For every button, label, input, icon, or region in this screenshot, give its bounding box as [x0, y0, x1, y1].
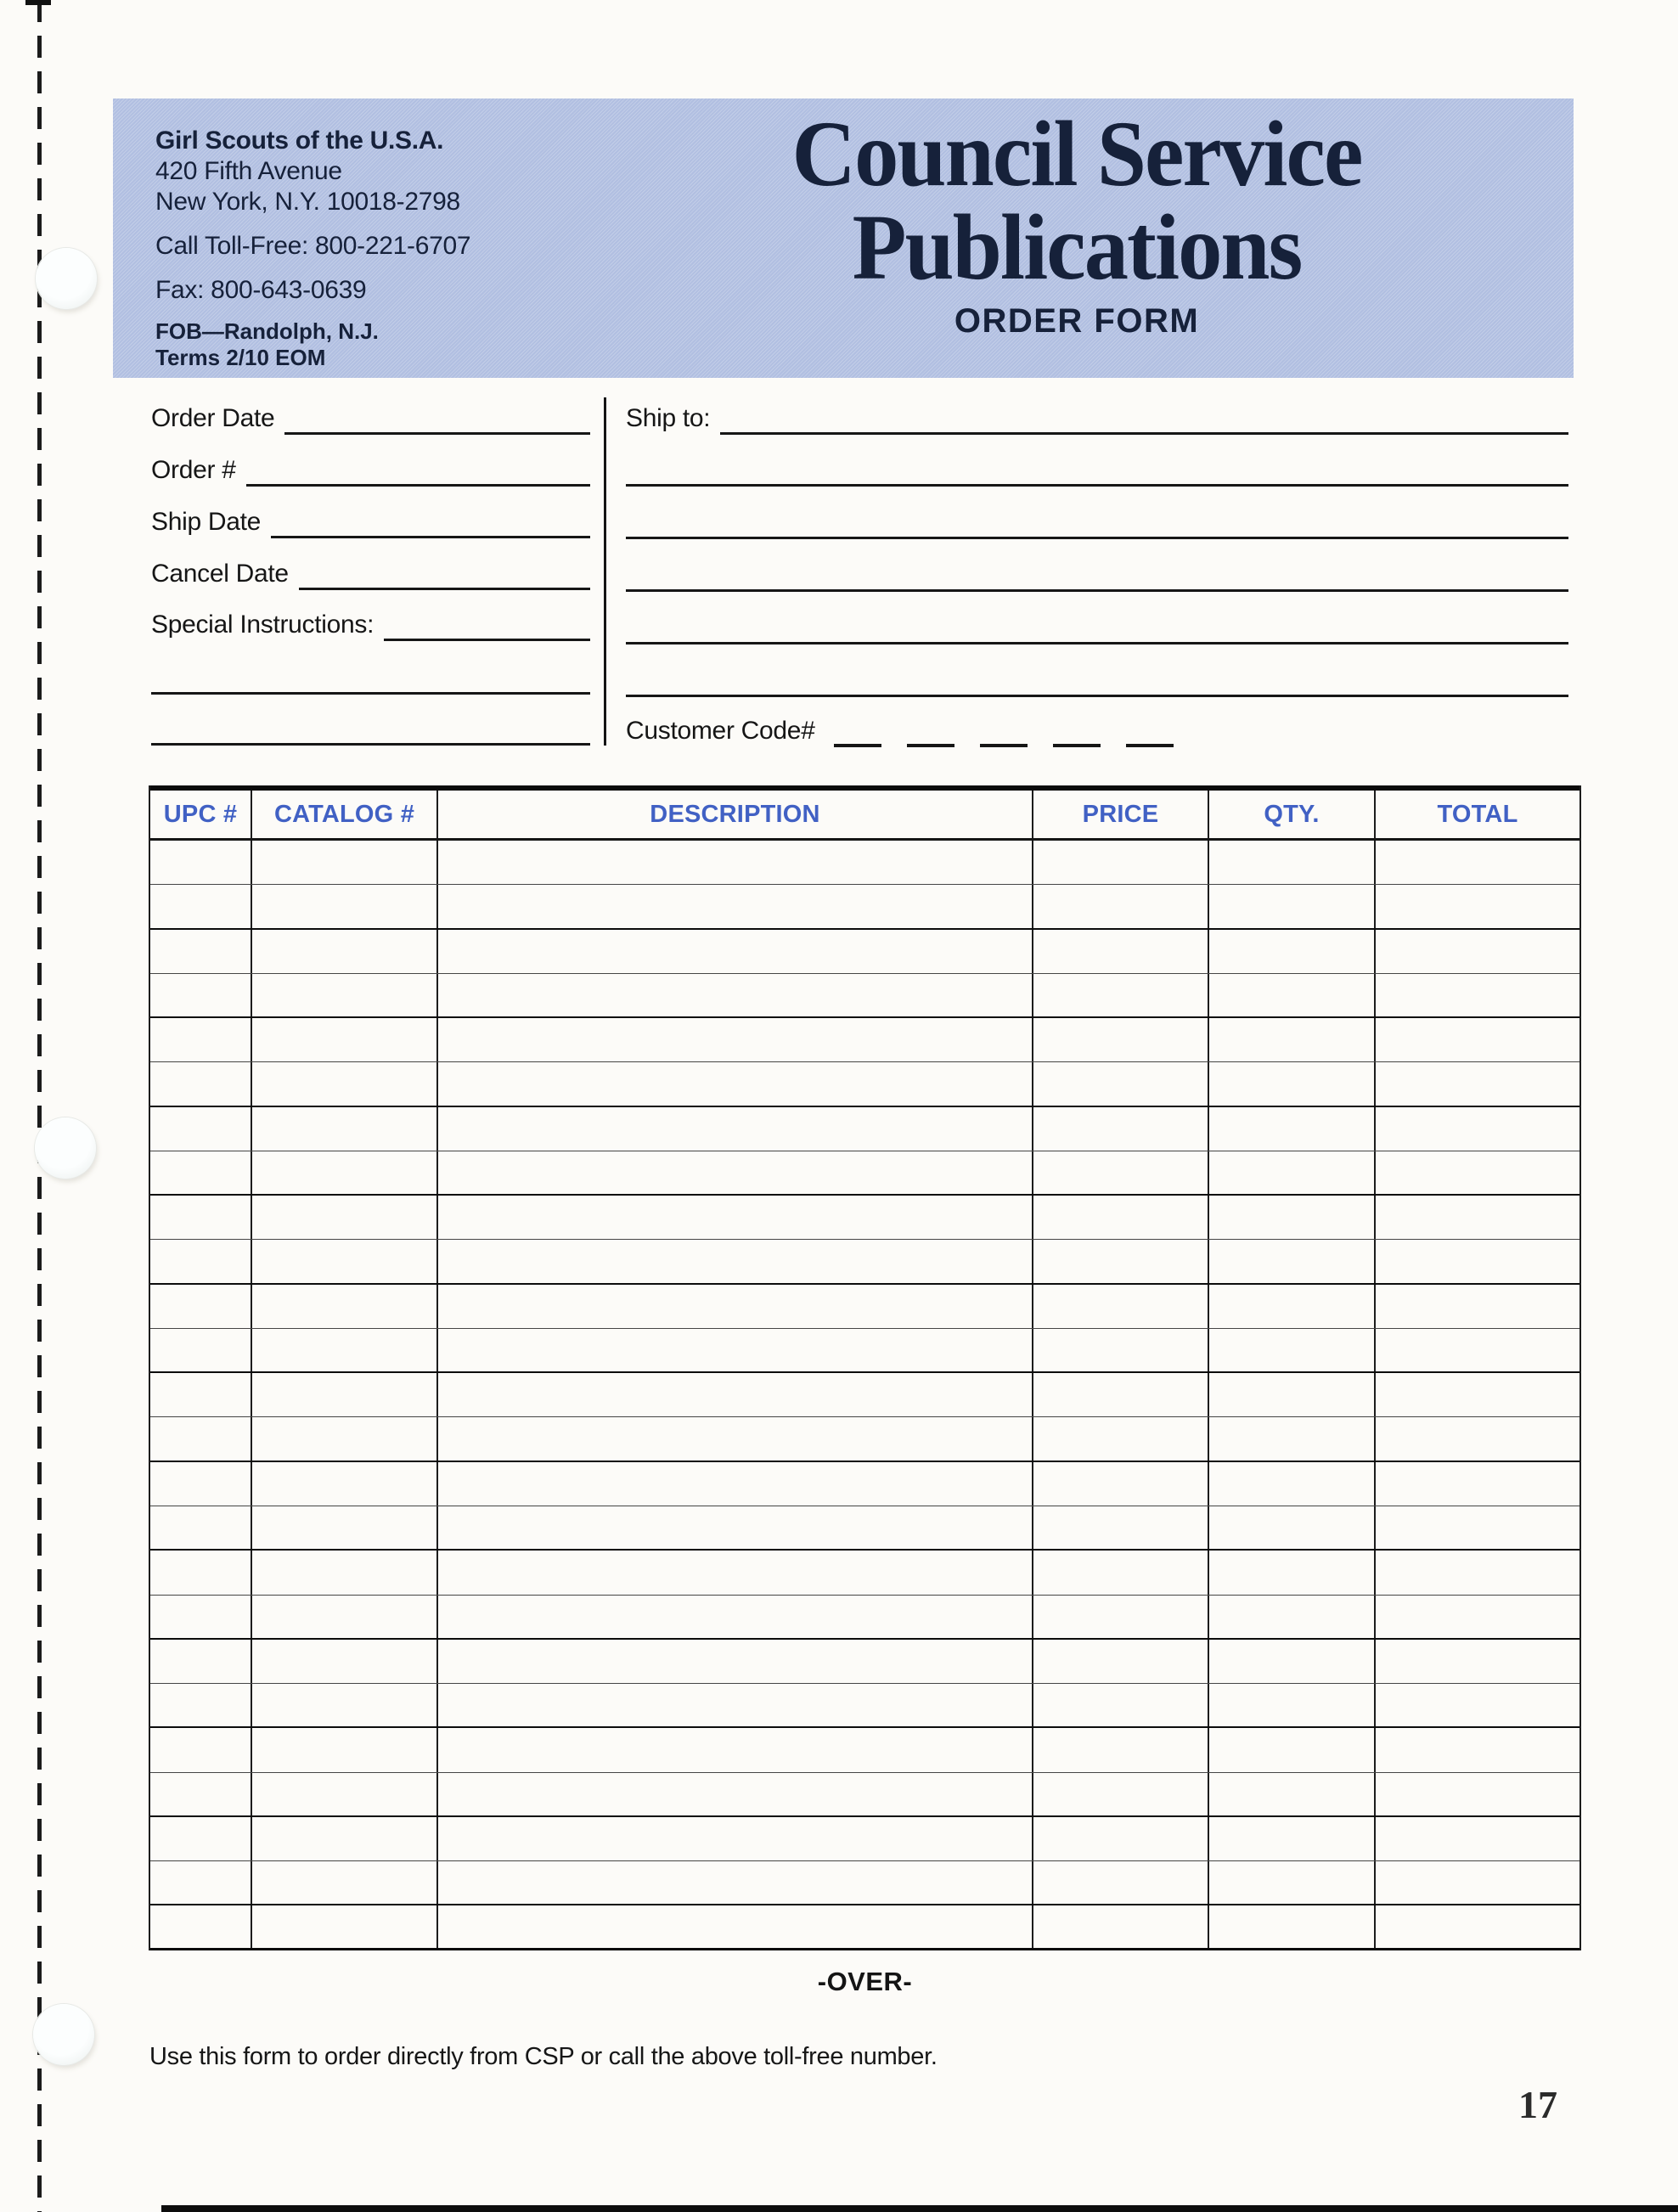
table-cell[interactable]: [251, 1240, 436, 1282]
table-row: [150, 1373, 1579, 1417]
table-cell[interactable]: [1032, 1640, 1208, 1683]
table-cell[interactable]: [150, 1596, 251, 1638]
column-header-description: DESCRIPTION: [436, 791, 1032, 838]
table-cell[interactable]: [1208, 930, 1374, 973]
ship-to-field[interactable]: [720, 399, 1568, 435]
form-title: [588, 102, 1565, 340]
table-row: [150, 1240, 1579, 1284]
table-cell[interactable]: [1374, 1417, 1579, 1460]
items-table: [149, 785, 1581, 1950]
table-cell[interactable]: [251, 1285, 436, 1328]
table-cell[interactable]: [1208, 1506, 1374, 1549]
table-cell[interactable]: [1032, 841, 1208, 884]
ship-to-address-line: [626, 504, 1568, 539]
table-cell[interactable]: [1032, 1373, 1208, 1416]
table-cell[interactable]: [251, 1640, 436, 1683]
table-row: [150, 1062, 1579, 1106]
table-cell[interactable]: [436, 1417, 1032, 1460]
table-cell[interactable]: [1032, 1773, 1208, 1815]
table-cell[interactable]: [436, 1728, 1032, 1771]
table-cell[interactable]: [1032, 1551, 1208, 1594]
table-cell[interactable]: [1374, 1684, 1579, 1726]
blank-write-line[interactable]: [626, 661, 1568, 697]
table-cell[interactable]: [1032, 1196, 1208, 1239]
table-cell[interactable]: [251, 885, 436, 927]
ship-to-address-line: [626, 556, 1568, 592]
footer-note: Use this form to order directly from CSP or call the above toll-free number.: [149, 2043, 938, 2070]
blank-write-line[interactable]: [151, 710, 590, 746]
table-row: [150, 1506, 1579, 1551]
table-cell[interactable]: [251, 841, 436, 884]
table-cell[interactable]: [436, 885, 1032, 927]
table-cell[interactable]: [1032, 1861, 1208, 1904]
special-instructions-field[interactable]: [384, 605, 590, 641]
table-row: [150, 1905, 1579, 1950]
table-cell[interactable]: [251, 1506, 436, 1549]
table-cell[interactable]: [1374, 1196, 1579, 1239]
table-cell[interactable]: [436, 1905, 1032, 1947]
table-cell[interactable]: [1208, 1462, 1374, 1506]
table-cell[interactable]: [1208, 1596, 1374, 1638]
table-cell[interactable]: [150, 1506, 251, 1549]
blank-write-line[interactable]: [626, 451, 1568, 487]
table-cell[interactable]: [1374, 1462, 1579, 1506]
table-cell[interactable]: [251, 1728, 436, 1771]
table-cell[interactable]: [1208, 1728, 1374, 1771]
table-row: [150, 1684, 1579, 1728]
table-cell[interactable]: [150, 1285, 251, 1328]
punch-hole-icon: [36, 248, 97, 309]
table-cell[interactable]: [150, 1640, 251, 1683]
table-cell[interactable]: [1374, 1728, 1579, 1771]
order-number-label: Order #: [151, 456, 236, 484]
table-cell[interactable]: [1208, 1417, 1374, 1460]
table-cell[interactable]: [150, 1728, 251, 1771]
org-phone: Call Toll-Free: 800-221-6707: [155, 232, 471, 260]
table-cell[interactable]: [436, 1596, 1032, 1638]
ship-date-field[interactable]: [271, 503, 590, 538]
table-cell[interactable]: [1374, 974, 1579, 1016]
ship-to-label: Ship to:: [626, 404, 711, 432]
table-cell[interactable]: [1374, 1373, 1579, 1416]
table-cell[interactable]: [1374, 1107, 1579, 1151]
table-cell[interactable]: [1032, 1062, 1208, 1105]
org-fax: Fax: 800-643-0639: [155, 276, 367, 304]
table-cell[interactable]: [1208, 1773, 1374, 1815]
table-row: [150, 1417, 1579, 1461]
table-cell[interactable]: [1032, 1018, 1208, 1061]
column-header-upc: UPC #: [163, 800, 238, 828]
table-cell[interactable]: [251, 1905, 436, 1947]
cancel-date-row: [151, 554, 590, 590]
cancel-date-label: Cancel Date: [151, 560, 289, 588]
table-cell[interactable]: [251, 974, 436, 1016]
header-banner: [113, 98, 1574, 378]
table-cell[interactable]: [150, 974, 251, 1016]
table-cell[interactable]: [1208, 1285, 1374, 1328]
table-cell[interactable]: [251, 1196, 436, 1239]
items-table-header: [150, 785, 1579, 841]
table-row: [150, 1151, 1579, 1196]
ship-to-row: [626, 399, 1568, 435]
table-cell[interactable]: [251, 1551, 436, 1594]
table-cell[interactable]: [1032, 1417, 1208, 1460]
table-row: [150, 974, 1579, 1018]
org-address-1: 420 Fifth Avenue: [155, 157, 342, 185]
ship-date-row: [151, 503, 590, 538]
table-cell[interactable]: [1032, 930, 1208, 973]
customer-code-box[interactable]: [1126, 708, 1174, 747]
table-cell[interactable]: [251, 1107, 436, 1151]
table-cell[interactable]: [1208, 1861, 1374, 1904]
table-cell[interactable]: [1032, 1905, 1208, 1947]
table-cell[interactable]: [251, 1151, 436, 1194]
scan-edge-artifact: [161, 2205, 1678, 2212]
table-row: [150, 885, 1579, 929]
table-cell[interactable]: [150, 1817, 251, 1860]
table-cell[interactable]: [1374, 930, 1579, 973]
table-cell[interactable]: [150, 1684, 251, 1726]
blank-write-line[interactable]: [151, 659, 590, 695]
table-cell[interactable]: [1208, 1196, 1374, 1239]
table-cell[interactable]: [436, 1196, 1032, 1239]
table-cell[interactable]: [1032, 1684, 1208, 1726]
org-terms: Terms 2/10 EOM: [155, 345, 326, 370]
blank-write-line[interactable]: [626, 556, 1568, 592]
table-cell[interactable]: [1208, 1240, 1374, 1282]
table-cell[interactable]: [1374, 1596, 1579, 1638]
table-cell[interactable]: [436, 1373, 1032, 1416]
table-cell[interactable]: [1374, 1151, 1579, 1194]
table-row: [150, 841, 1579, 885]
customer-code-box[interactable]: [1053, 708, 1101, 747]
table-cell[interactable]: [1374, 1062, 1579, 1105]
punch-hole-icon: [33, 2004, 94, 2065]
table-row: [150, 1018, 1579, 1062]
table-cell[interactable]: [251, 1596, 436, 1638]
table-cell[interactable]: [436, 1018, 1032, 1061]
table-cell[interactable]: [1208, 1018, 1374, 1061]
table-cell[interactable]: [251, 1018, 436, 1061]
table-cell[interactable]: [1374, 1240, 1579, 1282]
table-cell[interactable]: [1208, 1107, 1374, 1151]
customer-code-boxes: [815, 708, 1174, 747]
table-cell[interactable]: [1208, 1905, 1374, 1947]
column-header-total: TOTAL: [1374, 791, 1579, 838]
customer-code-row: [626, 708, 1174, 747]
table-row: [150, 1551, 1579, 1595]
table-cell[interactable]: [1208, 1551, 1374, 1594]
special-instructions-label: Special Instructions:: [151, 611, 374, 639]
table-cell[interactable]: [1374, 1018, 1579, 1061]
table-cell[interactable]: [1374, 1506, 1579, 1549]
table-row: [150, 930, 1579, 974]
table-cell[interactable]: [1374, 1551, 1579, 1594]
special-instructions-row: [151, 605, 590, 641]
table-cell[interactable]: [1032, 1506, 1208, 1549]
perforation-dashed-line: [37, 0, 42, 2212]
order-info-blank-line: [151, 659, 590, 695]
table-row: [150, 1817, 1579, 1861]
table-cell[interactable]: [436, 1329, 1032, 1371]
table-cell[interactable]: [150, 1151, 251, 1194]
title-line-2: Publications: [852, 195, 1302, 299]
table-cell[interactable]: [1208, 841, 1374, 884]
table-cell[interactable]: [150, 841, 251, 884]
table-cell[interactable]: [251, 1329, 436, 1371]
table-cell[interactable]: [436, 1773, 1032, 1815]
org-fob: FOB—Randolph, N.J.: [155, 318, 379, 344]
table-cell[interactable]: [436, 1640, 1032, 1683]
cancel-date-field[interactable]: [299, 554, 590, 590]
table-cell[interactable]: [436, 1684, 1032, 1726]
org-name: Girl Scouts of the U.S.A.: [155, 127, 444, 155]
table-row: [150, 1640, 1579, 1684]
ship-to-address-line: [626, 609, 1568, 644]
table-cell[interactable]: [1032, 1285, 1208, 1328]
table-cell[interactable]: [436, 1817, 1032, 1860]
table-cell[interactable]: [1032, 885, 1208, 927]
table-cell[interactable]: [251, 1817, 436, 1860]
table-row: [150, 1107, 1579, 1151]
table-cell[interactable]: [251, 1373, 436, 1416]
table-cell[interactable]: [150, 1417, 251, 1460]
table-cell[interactable]: [150, 885, 251, 927]
table-cell[interactable]: [251, 1062, 436, 1105]
table-cell[interactable]: [150, 1062, 251, 1105]
table-cell[interactable]: [436, 841, 1032, 884]
table-cell[interactable]: [150, 1773, 251, 1815]
items-table-body: [150, 841, 1579, 1950]
org-address-2: New York, N.Y. 10018-2798: [155, 188, 460, 216]
table-cell[interactable]: [1374, 841, 1579, 884]
table-cell[interactable]: [251, 1861, 436, 1904]
column-divider: [604, 397, 606, 746]
customer-code-box[interactable]: [907, 708, 954, 747]
over-label: -OVER-: [817, 1967, 913, 1996]
table-cell[interactable]: [436, 1551, 1032, 1594]
ship-to-address-line: [626, 451, 1568, 487]
table-cell[interactable]: [436, 974, 1032, 1016]
table-row: [150, 1462, 1579, 1506]
order-info-blank-line: [151, 710, 590, 746]
table-cell[interactable]: [1032, 1107, 1208, 1151]
table-cell[interactable]: [1374, 885, 1579, 927]
page-number: 17: [1518, 2083, 1557, 2126]
table-cell[interactable]: [1032, 1240, 1208, 1282]
order-number-row: [151, 451, 590, 487]
order-date-field[interactable]: [284, 399, 590, 435]
blank-write-line[interactable]: [626, 609, 1568, 644]
table-cell[interactable]: [1208, 1329, 1374, 1371]
title-line-1: Council Service: [791, 102, 1362, 205]
table-cell[interactable]: [251, 1462, 436, 1506]
table-cell[interactable]: [1032, 1728, 1208, 1771]
table-cell[interactable]: [150, 1107, 251, 1151]
table-cell[interactable]: [1374, 1285, 1579, 1328]
title-subtitle: ORDER FORM: [954, 302, 1200, 340]
table-row: [150, 1329, 1579, 1373]
column-header-catalog: CATALOG #: [251, 791, 436, 838]
ship-date-label: Ship Date: [151, 508, 262, 536]
punch-hole-icon: [35, 1117, 96, 1179]
table-cell[interactable]: [436, 930, 1032, 973]
table-cell[interactable]: [1374, 1905, 1579, 1947]
table-cell[interactable]: [1374, 1640, 1579, 1683]
column-header-price: PRICE: [1032, 791, 1208, 838]
table-cell[interactable]: [251, 930, 436, 973]
blank-write-line[interactable]: [626, 504, 1568, 539]
table-cell[interactable]: [1032, 974, 1208, 1016]
table-cell[interactable]: [150, 1551, 251, 1594]
table-cell[interactable]: [1208, 1640, 1374, 1683]
table-cell[interactable]: [1374, 1817, 1579, 1860]
table-cell[interactable]: [251, 1773, 436, 1815]
table-cell[interactable]: [150, 1861, 251, 1904]
table-cell[interactable]: [251, 1417, 436, 1460]
table-row: [150, 1196, 1579, 1240]
table-cell[interactable]: [436, 1462, 1032, 1506]
table-cell[interactable]: [251, 1684, 436, 1726]
column-header-qty: QTY.: [1208, 791, 1374, 838]
table-cell[interactable]: [150, 1905, 251, 1947]
order-date-row: [151, 399, 590, 435]
table-cell[interactable]: [436, 1861, 1032, 1904]
table-cell[interactable]: [150, 1018, 251, 1061]
table-cell[interactable]: [1032, 1151, 1208, 1194]
table-cell[interactable]: [150, 1329, 251, 1371]
organization-block: [155, 126, 470, 371]
table-cell[interactable]: [1032, 1817, 1208, 1860]
customer-code-box[interactable]: [834, 708, 881, 747]
table-cell[interactable]: [1032, 1462, 1208, 1506]
table-cell[interactable]: [436, 1151, 1032, 1194]
table-row: [150, 1728, 1579, 1772]
table-cell[interactable]: [1032, 1329, 1208, 1371]
customer-code-box[interactable]: [980, 708, 1028, 747]
table-cell[interactable]: [150, 1196, 251, 1239]
table-row: [150, 1861, 1579, 1905]
ship-to-address-line: [626, 661, 1568, 697]
table-cell[interactable]: [436, 1107, 1032, 1151]
order-date-label: Order Date: [151, 404, 275, 432]
table-cell[interactable]: [1208, 1062, 1374, 1105]
customer-code-label: Customer Code#: [626, 717, 815, 745]
table-row: [150, 1596, 1579, 1640]
table-cell[interactable]: [1374, 1861, 1579, 1904]
table-cell[interactable]: [1374, 1329, 1579, 1371]
table-cell[interactable]: [150, 1240, 251, 1282]
table-cell[interactable]: [1208, 1817, 1374, 1860]
table-cell[interactable]: [150, 930, 251, 973]
table-cell[interactable]: [1208, 885, 1374, 927]
table-cell[interactable]: [1032, 1596, 1208, 1638]
table-row: [150, 1285, 1579, 1329]
table-cell[interactable]: [1208, 974, 1374, 1016]
table-cell[interactable]: [1374, 1773, 1579, 1815]
scan-edge-artifact: [25, 0, 51, 5]
table-cell[interactable]: [150, 1462, 251, 1506]
table-cell[interactable]: [436, 1240, 1032, 1282]
order-number-field[interactable]: [246, 451, 590, 487]
table-cell[interactable]: [1208, 1151, 1374, 1194]
table-cell[interactable]: [150, 1373, 251, 1416]
table-cell[interactable]: [1208, 1373, 1374, 1416]
table-cell[interactable]: [1208, 1684, 1374, 1726]
table-cell[interactable]: [436, 1506, 1032, 1549]
table-cell[interactable]: [436, 1062, 1032, 1105]
table-cell[interactable]: [436, 1285, 1032, 1328]
table-row: [150, 1773, 1579, 1817]
